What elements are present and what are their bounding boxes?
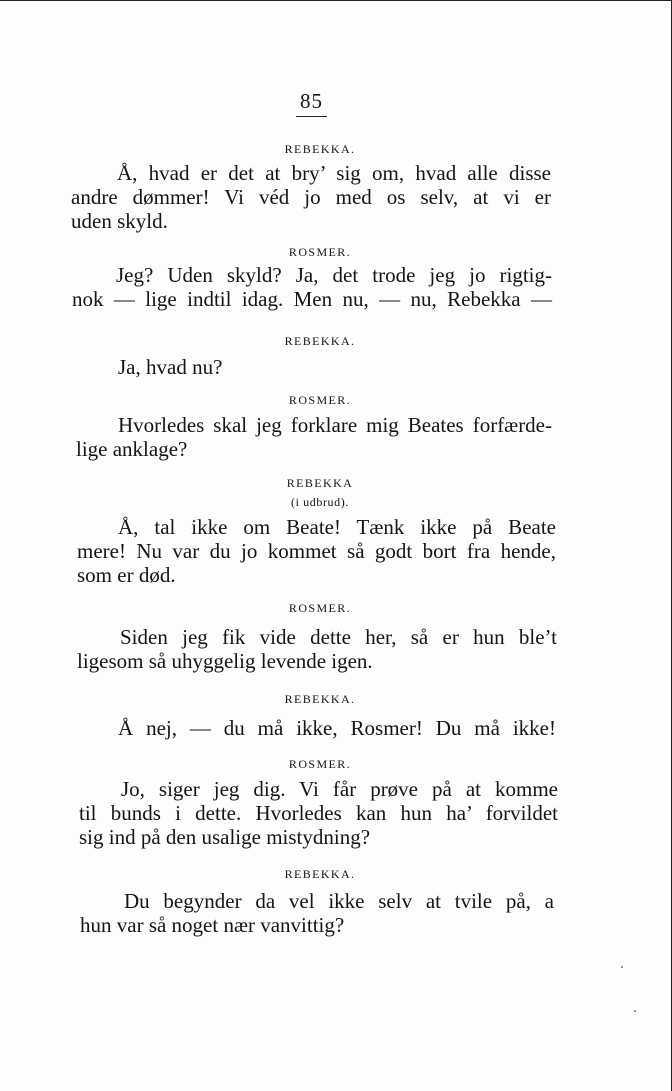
stage-direction: (i udbrud). [291, 495, 349, 509]
dialogue-line: som er død. [77, 563, 176, 587]
dialogue-line: Jeg? Uden skyld? Ja, det trode jeg jo rigtig- [116, 263, 552, 287]
scan-speck [634, 1010, 636, 1012]
dialogue-line: hun var så noget nær vanvittig? [80, 913, 345, 937]
dialogue-line: mere! Nu var du jo kommet så godt bort fra hende, [77, 539, 556, 563]
page-number: 85 [296, 89, 327, 117]
dialogue-line: Hvorledes skal jeg forklare mig Beates forfærde- [118, 413, 552, 437]
speaker-name: REBEKKA [286, 476, 354, 490]
dialogue-line: sig ind på den usalige mistydning? [79, 825, 371, 849]
dialogue-line: Siden jeg fik vide dette her, så er hun ble’t [120, 625, 557, 649]
dialogue-line: nok — lige indtil idag. Men nu, — nu, Rebekka — [72, 287, 552, 311]
speaker-name: REBEKKA. [284, 334, 356, 348]
dialogue-line: uden skyld. [71, 209, 168, 233]
speaker-name: REBEKKA. [284, 867, 356, 881]
dialogue-line: Du begynder da vel ikke selv at tvile på, a [124, 889, 554, 913]
speaker-name: ROSMER. [288, 393, 352, 407]
dialogue-line: til bunds i dette. Hvorledes kan hun ha’ forvildet [79, 801, 558, 825]
dialogue-line: Ja, hvad nu? [118, 355, 223, 379]
dialogue-line: Å nej, — du må ikke, Rosmer! Du må ikke! [118, 716, 556, 740]
dialogue-line: lige anklage? [76, 437, 188, 461]
speaker-name: REBEKKA. [284, 692, 356, 706]
dialogue-line: ligesom så uhyggelig levende igen. [77, 649, 373, 673]
dialogue-line: Å, tal ikke om Beate! Tænk ikke på Beate [118, 515, 556, 539]
speaker-name: ROSMER. [288, 757, 352, 771]
dialogue-line: Jo, siger jeg dig. Vi får prøve på at komme [121, 777, 558, 801]
speaker-name: REBEKKA. [284, 142, 356, 156]
dialogue-line: Å, hvad er det at bry’ sig om, hvad alle disse [117, 161, 551, 185]
speaker-name: ROSMER. [288, 245, 352, 259]
dialogue-line: andre dømmer! Vi véd jo med os selv, at vi er [71, 185, 551, 209]
speaker-name: ROSMER. [288, 601, 352, 615]
scan-speck [621, 966, 623, 968]
